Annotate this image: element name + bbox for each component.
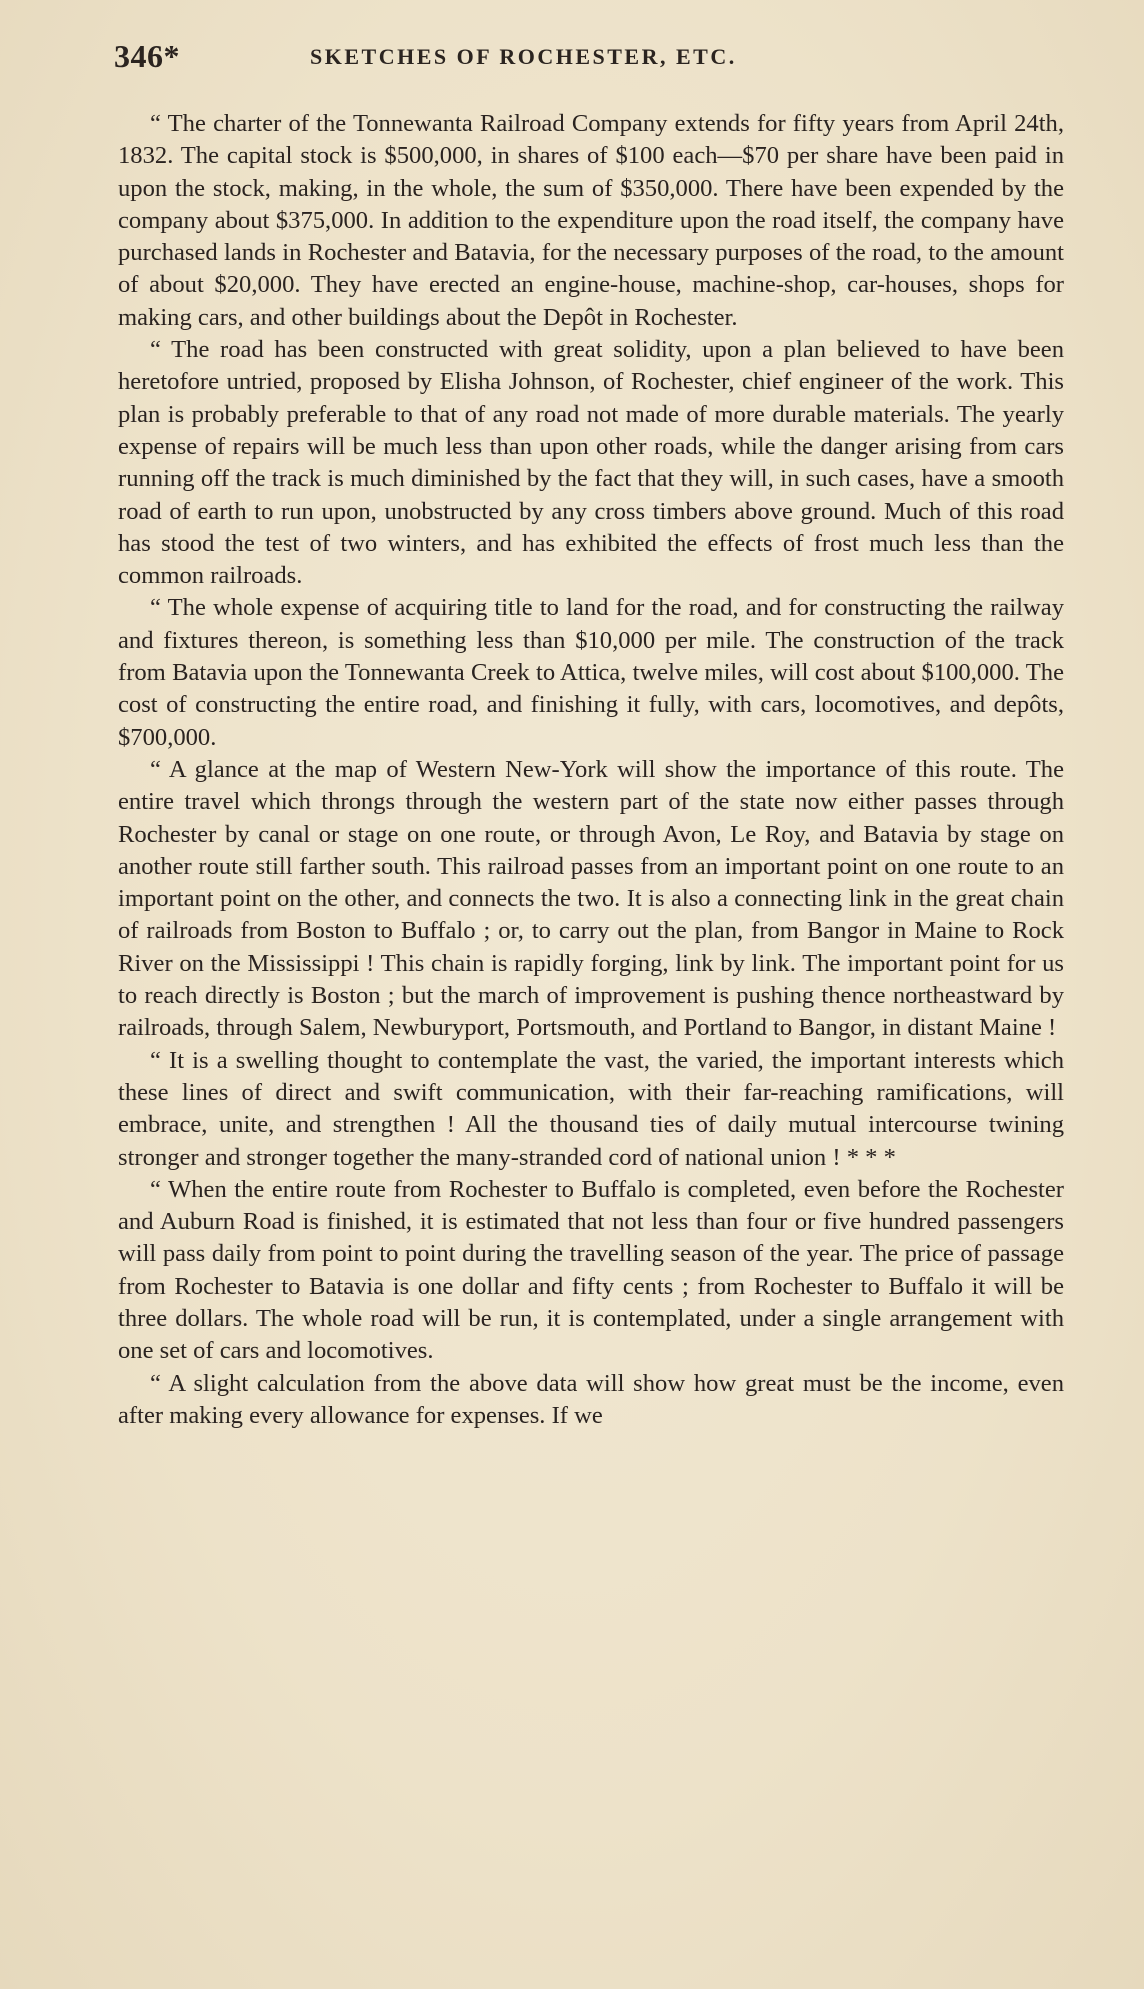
paragraph-passengers: “ When the entire route from Rochester to Buffalo is completed, even before the Rochester and Auburn Road is finished, it is estimated that not less than four or five hundred passengers will pass daily from point to point during the travelling season of the year. The price of passage from Rochester to Batavia is one dollar and fifty cents ; from Rochester to Buffalo it will be three dollars. The whole road will be run, it is contemplated, under a single arrangement with one set of cars and locomotives. bbox=[118, 1175, 1064, 1365]
page-number: 346* bbox=[114, 38, 180, 74]
page-header bbox=[114, 38, 1064, 86]
paragraph-calculation: “ A slight calculation from the above data will show how great must be the income, even after making every allowance for expenses. If we bbox=[118, 1369, 1064, 1429]
paragraph-charter: “ The charter of the Tonnewanta Railroad Company extends for fifty years from April 24th, 1832. The capital stock is $500,000, in shares of $100 each—$70 per share have been paid in upon the stock, making, in the whole, the sum of $350,000. There have been expended by the company about $375,000. In addition to the expenditure upon the road itself, the company have purchased lands in Rochester and Batavia, for the necessary purposes of the road, to the amount of about $20,000. They have erected an engine-house, machine-shop, car-houses, shops for making cars, and other buildings about the Depôt in Rochester. bbox=[118, 110, 1064, 331]
paragraph-expense: “ The whole expense of acquiring title to land for the road, and for constructing the railway and fixtures thereon, is something less than $10,000 per mile. The construction of the track from Batavia upon the Tonnewanta Creek to Attica, twelve miles, will cost about $100,000. The cost of constructing the entire road, and finishing it fully, with cars, locomotives, and depôts, $700,000. bbox=[118, 594, 1064, 751]
paragraph-interests: “ It is a swelling thought to contemplate the vast, the varied, the important interests which these lines of direct and swift communication, with their far-reaching ramifications, will embrace, unite, and strengthen ! All the thousand ties of daily mutual intercourse twining stronger and stronger together the many-stranded cord of national union ! * * * bbox=[118, 1046, 1064, 1171]
paragraph-construction: “ The road has been constructed with great solidity, upon a plan believed to have been heretofore untried, proposed by Elisha Johnson, of Rochester, chief engineer of the work. This plan is probably preferable to that of any road not made of more durable materials. The yearly expense of repairs will be much less than upon other roads, while the danger arising from cars running off the track is much diminished by the fact that they will, in such cases, have a smooth road of earth to run upon, unobstructed by any cross timbers above ground. Much of this road has stood the test of two winters, and has exhibited the effects of frost much less than the common railroads. bbox=[118, 336, 1064, 590]
running-head: SKETCHES OF ROCHESTER, ETC. bbox=[310, 44, 737, 69]
body-text bbox=[118, 108, 1064, 1432]
paragraph-route-importance: “ A glance at the map of Western New-York will show the importance of this route. The entire travel which throngs through the western part of the state now either passes through Rochester by canal or stage on one route, or through Avon, Le Roy, and Batavia by stage on another route still farther south. This railroad passes from an important point on one route to an important point on the other, and connects the two. It is also a connecting link in the great chain of railroads from Boston to Buffalo ; or, to carry out the plan, from Bangor in Maine to Rock River on the Mississippi ! This chain is rapidly forging, link by link. The important point for us to reach directly is Boston ; but the march of improvement is pushing thence northeastward by railroads, through Salem, Newburyport, Portsmouth, and Portland to Bangor, in distant Maine ! bbox=[118, 755, 1064, 1042]
